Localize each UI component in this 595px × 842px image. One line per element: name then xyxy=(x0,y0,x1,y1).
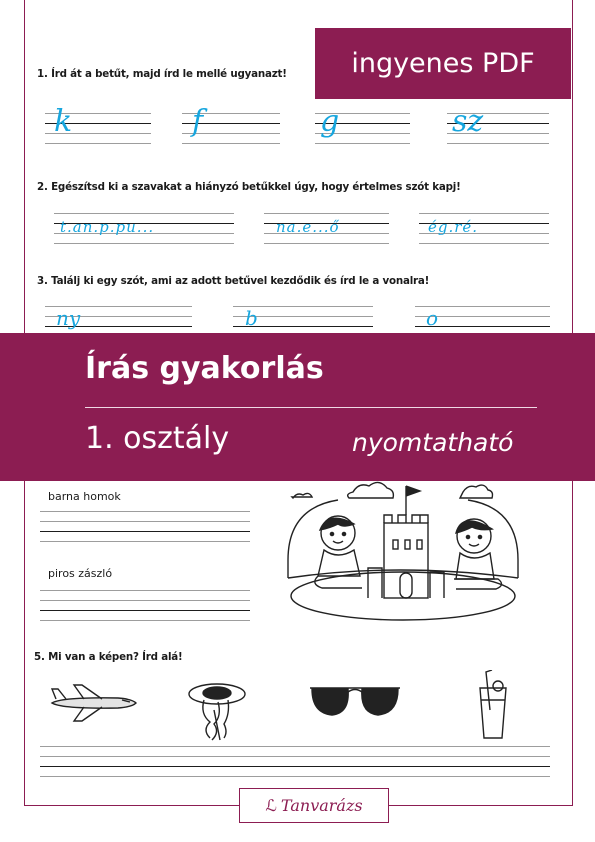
task-text: Találj ki egy szót, ami az adott betűvel kezdődik és írd le a vonalra! xyxy=(51,275,430,287)
cursive-letter: sz xyxy=(452,104,484,139)
writing-lines[interactable] xyxy=(40,746,550,786)
task-text: Egészítsd ki a szavakat a hiányzó betűkkel úgy, hogy értelmes szót kapj! xyxy=(51,181,461,193)
incomplete-word: ég.ré. xyxy=(428,218,479,236)
task-3-instruction xyxy=(37,275,429,287)
spaghetti-icon xyxy=(184,680,250,746)
banner-divider xyxy=(85,407,537,408)
sandcastle-kids-illustration xyxy=(278,478,530,626)
drink-glass-icon xyxy=(472,670,512,740)
cursive-letter: k xyxy=(54,104,73,139)
grade-subtitle: 1. osztály xyxy=(85,421,230,456)
task-number: 2. xyxy=(37,181,48,193)
free-pdf-badge[interactable] xyxy=(315,28,571,99)
task-2-instruction xyxy=(37,181,461,193)
task-1-instruction xyxy=(37,68,287,80)
logo-text: Tanvarázs xyxy=(280,796,363,815)
cursive-letter: g xyxy=(320,104,340,139)
page-title: Írás gyakorlás xyxy=(85,351,324,386)
writing-lines[interactable] xyxy=(40,511,250,551)
book-icon: ℒ xyxy=(265,796,277,815)
cursive-letter: ny xyxy=(56,306,81,330)
task-5-instruction xyxy=(34,651,183,663)
phrase-label: barna homok xyxy=(48,490,121,503)
printable-tag: nyomtatható xyxy=(352,428,514,457)
task-text: Írd át a betűt, majd írd le mellé ugyanazt! xyxy=(51,68,287,80)
phrase-label: piros zászló xyxy=(48,567,113,580)
incomplete-word: na.e...ő xyxy=(276,218,340,236)
cursive-letter: o xyxy=(426,306,439,330)
airplane-icon xyxy=(48,683,140,723)
task-number: 3. xyxy=(37,275,48,287)
cursive-letter: b xyxy=(245,306,258,330)
incomplete-word: t.an.p.pu... xyxy=(60,218,155,236)
tanvarazs-logo[interactable] xyxy=(239,788,389,823)
sunglasses-icon xyxy=(308,684,402,720)
task-text: Mi van a képen? Írd alá! xyxy=(48,651,183,663)
badge-text: ingyenes PDF xyxy=(351,48,535,79)
writing-lines[interactable] xyxy=(40,590,250,630)
title-banner xyxy=(0,333,595,481)
task-number: 1. xyxy=(37,68,48,80)
cursive-letter: f xyxy=(192,104,204,139)
task-number: 5. xyxy=(34,651,45,663)
